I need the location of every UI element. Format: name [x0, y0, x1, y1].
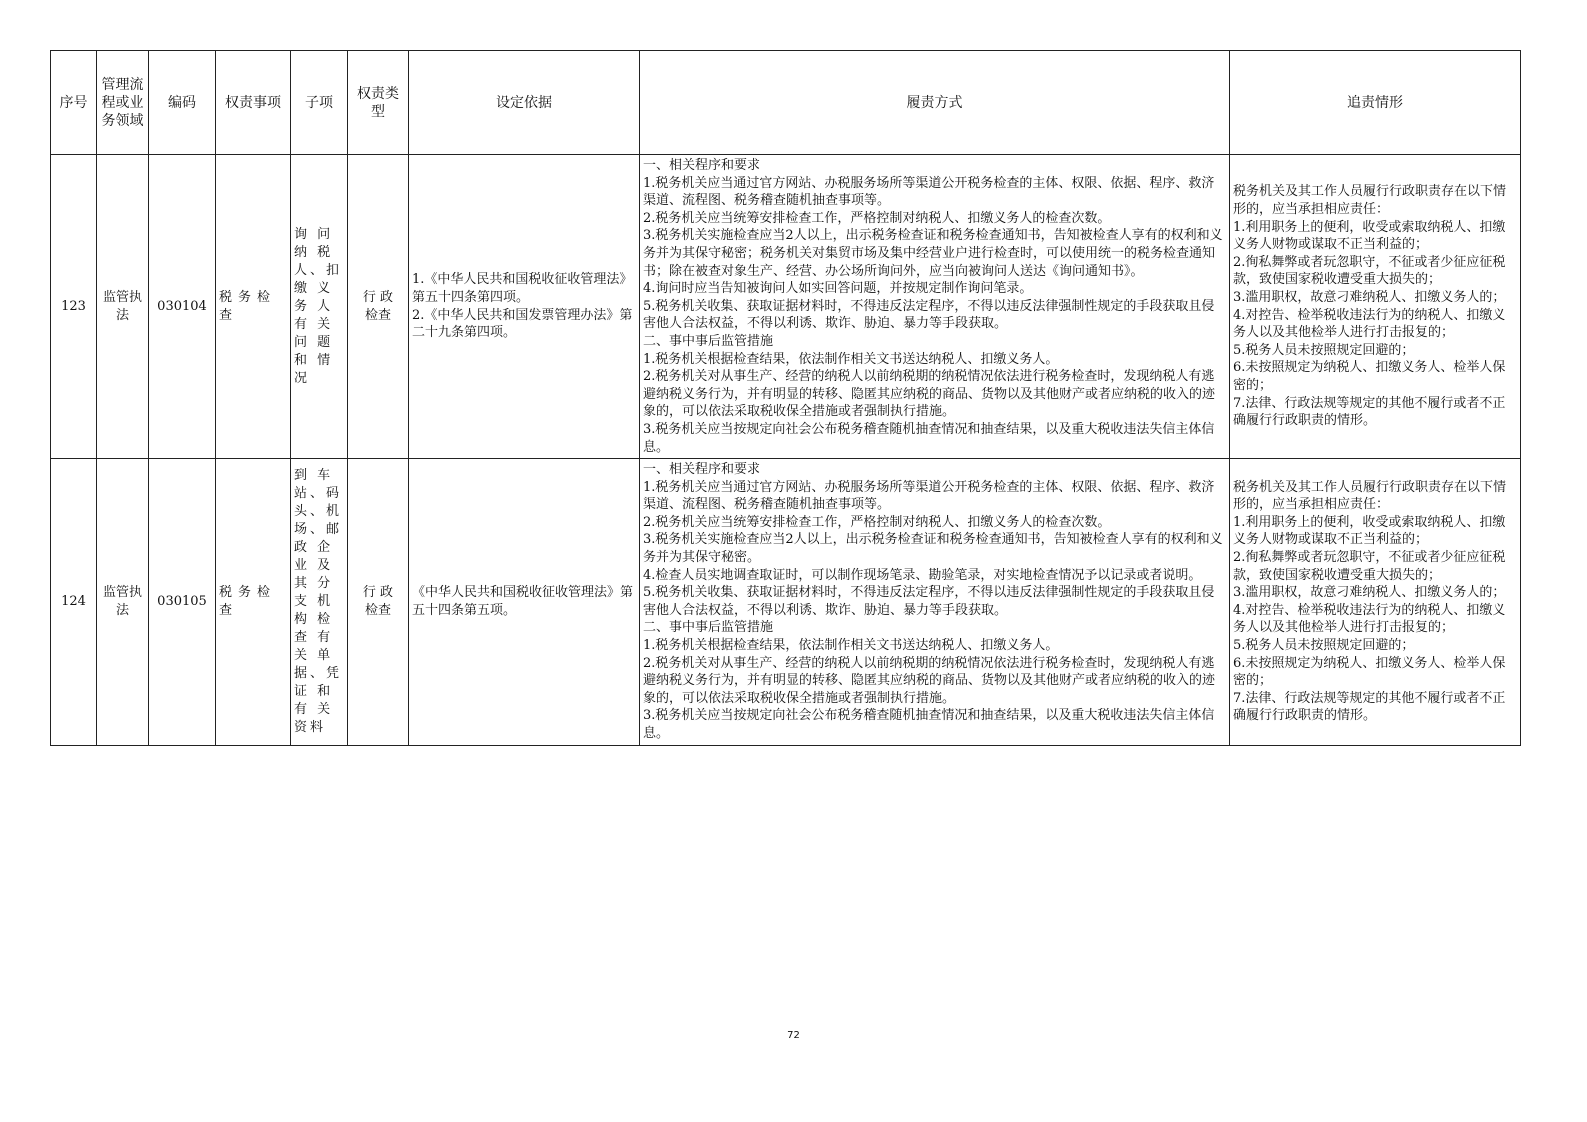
cell-accountability: 税务机关及其工作人员履行行政职责存在以下情形的，应当承担相应责任： 1.利用职务上的便利，收受或索取纳税人、扣缴义务人财物或谋取不正当利益的； 2.徇私舞弊或者玩忽职守，不征或者少征应征税款，致使国家税收遭受重大损失的； 3.滥用职权，故意刁难纳税人、扣缴义务人的； 4.对控告、检举税收违法行为的纳税人、扣缴义务人以及其他检举人进行打击报复的； 5.税务人员未按照规定回避的； 6.未按照规定为纳税人、扣缴义务人、检举人保密的； 7.法律、行政法规等规定的其他不履行或者不正确履行行政职责的情形。 [1230, 459, 1521, 746]
cell-seq: 123 [51, 155, 97, 459]
cell-code: 030105 [149, 459, 216, 746]
header-type: 权责类型 [348, 51, 409, 155]
cell-type: 行 政 检查 [348, 459, 409, 746]
cell-basis: 《中华人民共和国税收征收管理法》第五十四条第五项。 [409, 459, 640, 746]
cell-basis: 1.《中华人民共和国税收征收管理法》第五十四条第四项。 2.《中华人民共和国发票管理办法》第二十九条第四项。 [409, 155, 640, 459]
table-header-row [51, 51, 1521, 155]
cell-type: 行 政 检查 [348, 155, 409, 459]
header-accountability: 追责情形 [1230, 51, 1521, 155]
cell-item: 税务检查 [216, 459, 291, 746]
cell-code: 030104 [149, 155, 216, 459]
header-seq: 序号 [51, 51, 97, 155]
cell-seq: 124 [51, 459, 97, 746]
subitem-text: 到 车 站、码 头、机 场、邮 政 企 业 及 其 分 支 机 构 检 查 有 关 单 据、凭 证 和 有 关 资料 [294, 467, 343, 735]
cell-method: 一、相关程序和要求 1.税务机关应当通过官方网站、办税服务场所等渠道公开税务检查的主体、权限、依据、程序、救济渠道、流程图、税务稽查随机抽查事项等。 2.税务机关应当统筹安排检查工作，严格控制对纳税人、扣缴义务人的检查次数。 3.税务机关实施检查应当2人以上，出示税务检查证和税务检查通知书，告知被检查人享有的权利和义务并为其保守秘密。 4.检查人员实地调查取证时，可以制作现场笔录、勘验笔录，对实地检查情况予以记录或者说明。 5.税务机关收集、获取证据材料时，不得违反法定程序，不得以违反法律强制性规定的手段获取且侵害他人合法权益，不得以利诱、欺诈、胁迫、暴力等手段获取。 二、事中事后监管措施 1.税务机关根据检查结果，依法制作相关文书送达纳税人、扣缴义务人。 2.税务机关对从事生产、经营的纳税人以前纳税期的纳税情况依法进行税务检查时，发现纳税人有逃避纳税义务行为，并有明显的转移、隐匿其应纳税的商品、货物以及其他财产或者应纳税的收入的迹象的，可以依法采取税收保全措施或者强制执行措施。 3.税务机关应当按规定向社会公布税务稽查随机抽查情况和抽查结果，以及重大税收违法失信主体信息。 [640, 459, 1230, 746]
cell-subitem [291, 459, 348, 746]
cell-accountability: 税务机关及其工作人员履行行政职责存在以下情形的，应当承担相应责任： 1.利用职务上的便利，收受或索取纳税人、扣缴义务人财物或谋取不正当利益的； 2.徇私舞弊或者玩忽职守，不征或者少征应征税款，致使国家税收遭受重大损失的； 3.滥用职权，故意刁难纳税人、扣缴义务人的； 4.对控告、检举税收违法行为的纳税人、扣缴义务人以及其他检举人进行打击报复的； 5.税务人员未按照规定回避的； 6.未按照规定为纳税人、扣缴义务人、检举人保密的； 7.法律、行政法规等规定的其他不履行或者不正确履行行政职责的情形。 [1230, 155, 1521, 459]
header-code: 编码 [149, 51, 216, 155]
header-subitem: 子项 [291, 51, 348, 155]
subitem-text: 询 问 纳 税 人、扣 缴 义 务 人 有 关 问 题 和 情 况 [294, 226, 343, 386]
responsibility-table [50, 50, 1521, 746]
cell-method: 一、相关程序和要求 1.税务机关应当通过官方网站、办税服务场所等渠道公开税务检查的主体、权限、依据、程序、救济渠道、流程图、税务稽查随机抽查事项等。 2.税务机关应当统筹安排检查工作，严格控制对纳税人、扣缴义务人的检查次数。 3.税务机关实施检查应当2人以上，出示税务检查证和税务检查通知书，告知被检查人享有的权利和义务并为其保守秘密；税务机关对集贸市场及集中经营业户进行检查时，可以使用统一的税务检查通知书；除在被查对象生产、经营、办公场所询问外，应当向被询问人送达《询问通知书》。 4.询问时应当告知被询问人如实回答问题，并按规定制作询问笔录。 5.税务机关收集、获取证据材料时，不得违反法定程序，不得以违反法律强制性规定的手段获取且侵害他人合法权益，不得以利诱、欺诈、胁迫、暴力等手段获取。 二、事中事后监管措施 1.税务机关根据检查结果，依法制作相关文书送达纳税人、扣缴义务人。 2.税务机关对从事生产、经营的纳税人以前纳税期的纳税情况依法进行税务检查时，发现纳税人有逃避纳税义务行为，并有明显的转移、隐匿其应纳税的商品、货物以及其他财产或者应纳税的收入的迹象的，可以依法采取税收保全措施或者强制执行措施。 3.税务机关应当按规定向社会公布税务稽查随机抽查情况和抽查结果，以及重大税收违法失信主体信息。 [640, 155, 1230, 459]
header-item: 权责事项 [216, 51, 291, 155]
header-method: 履责方式 [640, 51, 1230, 155]
cell-subitem [291, 155, 348, 459]
page-number: 72 [787, 1030, 800, 1041]
table-row [51, 459, 1521, 746]
header-domain: 管理流程或业务领域 [97, 51, 149, 155]
cell-domain: 监管执法 [97, 155, 149, 459]
cell-item: 税务检查 [216, 155, 291, 459]
cell-domain: 监管执法 [97, 459, 149, 746]
table-row [51, 155, 1521, 459]
header-basis: 设定依据 [409, 51, 640, 155]
